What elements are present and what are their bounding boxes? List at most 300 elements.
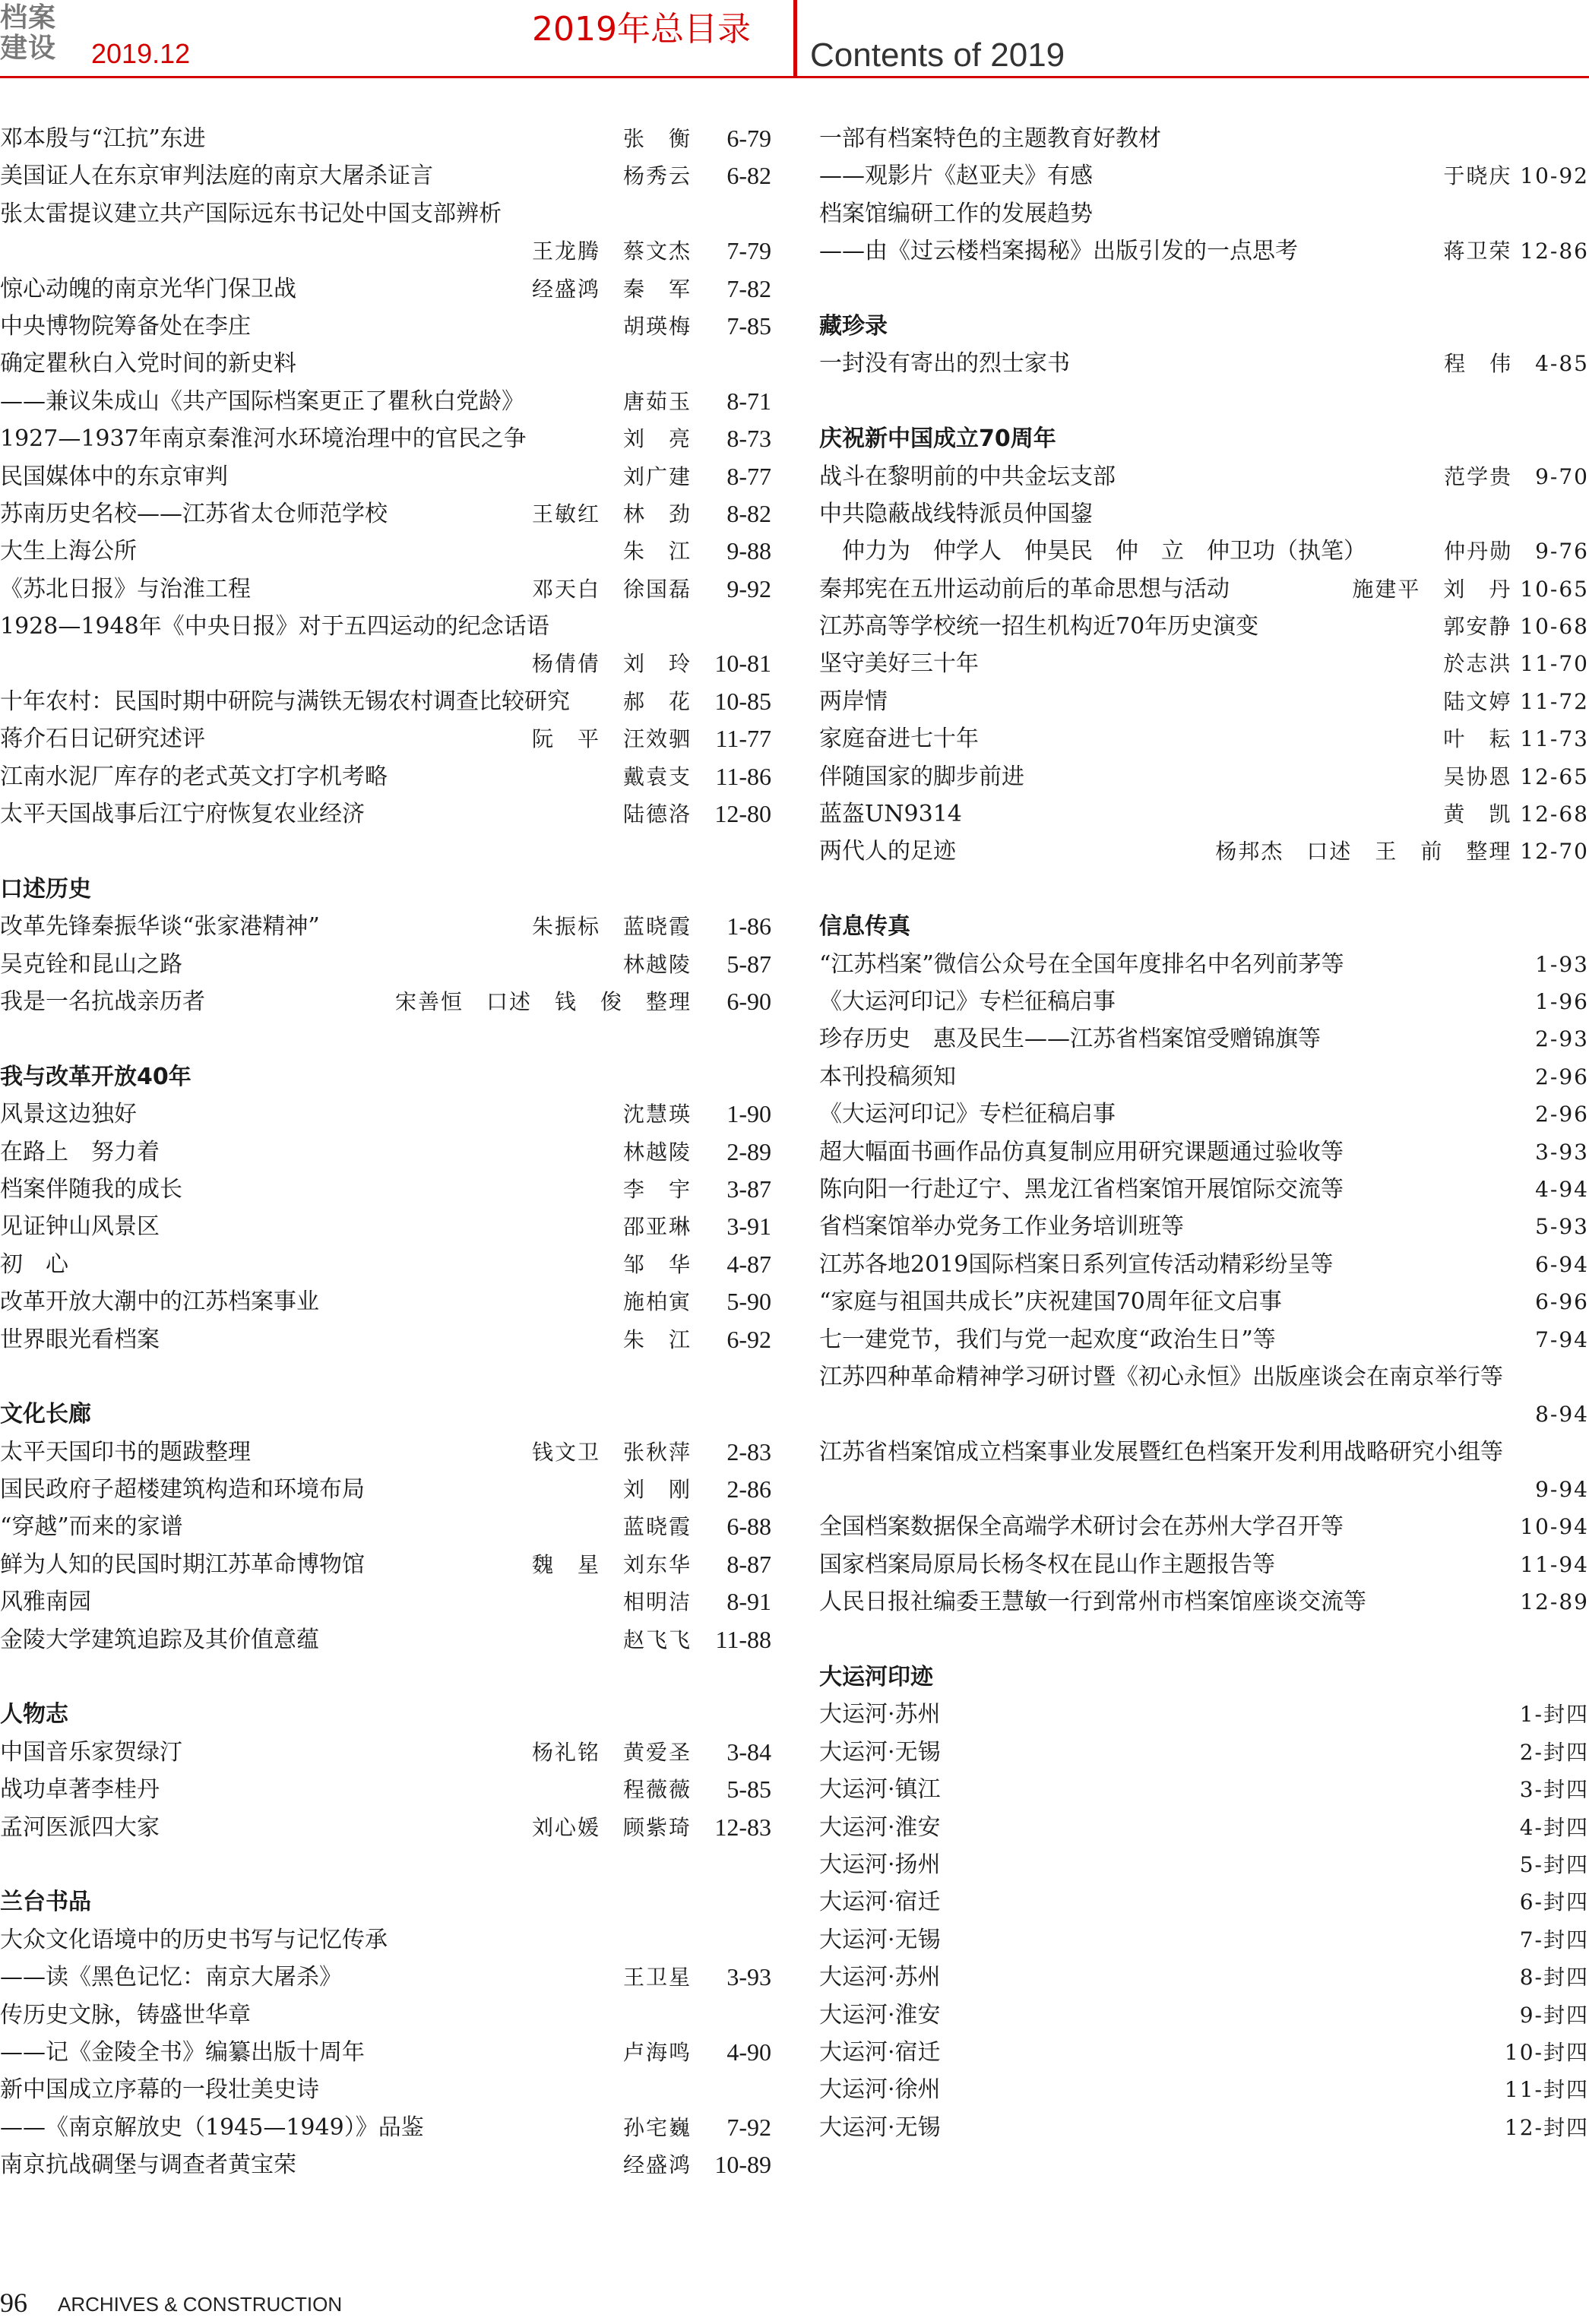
entry-page: 10-85	[714, 687, 771, 715]
toc-entry	[0, 495, 771, 533]
entry-author: 8-封四	[1519, 1965, 1589, 1990]
entry-title: 蒋介石日记研究述评	[0, 726, 205, 753]
toc-entry	[819, 1058, 1589, 1096]
section-gap	[819, 871, 1589, 908]
entry-page: 12-80	[714, 800, 771, 828]
toc-entry	[819, 1171, 1589, 1208]
toc-entry	[0, 232, 771, 270]
entry-page: 9-92	[726, 574, 771, 602]
entry-title: 改革开放大潮中的江苏档案事业	[0, 1288, 319, 1316]
entry-author: 施柏寅	[622, 1289, 692, 1315]
entry-title: 大运河·淮安	[819, 1813, 941, 1841]
toc-entry	[0, 383, 771, 420]
page-title-en: Contents of 2019	[810, 36, 1065, 74]
entry-page: 6-92	[726, 1325, 771, 1353]
toc-entry	[819, 795, 1589, 833]
entry-title: ——《南京解放史（1945—1949）》品鉴	[0, 2114, 424, 2141]
toc-entry	[0, 1583, 771, 1620]
toc-entry	[819, 1096, 1589, 1133]
entry-author: 11-94	[1520, 1551, 1589, 1577]
entry-author: 1-封四	[1519, 1702, 1589, 1728]
toc-entry	[819, 345, 1589, 382]
page-number: 96	[0, 2288, 27, 2318]
entry-author: 2-封四	[1519, 1739, 1589, 1765]
entry-title: 一部有档案特色的主题教育好教材	[819, 125, 1161, 152]
header-rule	[0, 76, 1589, 78]
toc-entry	[819, 1883, 1589, 1921]
entry-author: 8-94	[1535, 1402, 1589, 1428]
toc-entry	[819, 232, 1589, 270]
entry-page: 8-73	[726, 425, 771, 453]
section-title: 兰台书品	[0, 1889, 91, 1916]
entry-title: ——读《黑色记忆：南京大屠杀》	[0, 1964, 342, 1991]
entry-title: 初 心	[0, 1251, 68, 1278]
entry-title: 省档案馆举办党务工作业务培训班等	[819, 1213, 1184, 1241]
toc-entry	[819, 495, 1589, 533]
entry-author: 刘 亮	[622, 426, 692, 452]
contents-column-left	[0, 120, 771, 2183]
entry-author: 王敏红 林 劲	[531, 501, 692, 526]
entry-title: 大运河·苏州	[819, 1701, 941, 1728]
section-title: 信息传真	[819, 913, 910, 941]
entry-title: 大众文化语境中的历史书写与记忆传承	[0, 1926, 388, 1953]
entry-title: 坚守美好三十年	[819, 650, 979, 678]
entry-author: 6-封四	[1519, 1889, 1589, 1915]
toc-entry	[819, 120, 1589, 157]
entry-author: 陆德洛	[622, 802, 692, 827]
entry-title: 改革先锋秦振华谈“张家港精神”	[0, 913, 320, 941]
entry-title: 家庭奋进七十年	[819, 726, 979, 753]
toc-entry	[819, 2071, 1589, 2108]
entry-title: 蓝盔UN9314	[819, 801, 962, 828]
toc-entry	[819, 1846, 1589, 1883]
entry-title: 惊心动魄的南京光华门保卫战	[0, 275, 296, 302]
toc-entry	[0, 1997, 771, 2034]
entry-title: 苏南历史名校——江苏省太仓师范学校	[0, 500, 388, 527]
entry-page: 3-87	[726, 1175, 771, 1203]
entry-title: 国民政府子超楼建筑构造和环境布局	[0, 1476, 365, 1503]
toc-entry	[0, 1771, 771, 1808]
entry-title: 大运河·扬州	[819, 1851, 941, 1878]
toc-entry	[0, 758, 771, 795]
entry-title: 张太雷提议建立共产国际远东书记处中国支部辨析	[0, 200, 502, 227]
journal-logo	[0, 3, 62, 64]
entry-author: 钱文卫 张秋萍	[531, 1439, 692, 1465]
toc-entry	[0, 2071, 771, 2108]
entry-title: “家庭与祖国共成长”庆祝建国70周年征文启事	[819, 1288, 1282, 1316]
entry-title: ——兼议朱成山《共产国际档案更正了瞿秋白党龄》	[0, 387, 524, 415]
toc-entry	[0, 1096, 771, 1133]
toc-entry	[0, 1959, 771, 1996]
entry-page: 10-89	[714, 2151, 771, 2179]
section-gap	[0, 1658, 771, 1696]
entry-author: 陆文婷 11-72	[1443, 688, 1589, 714]
toc-entry	[819, 946, 1589, 983]
entry-page: 7-85	[726, 311, 771, 340]
entry-page: 1-90	[726, 1100, 771, 1128]
journal-name: ARCHIVES & CONSTRUCTION	[58, 2293, 343, 2316]
entry-title: 陈向阳一行赴辽宁、黑龙江省档案馆开展馆际交流等	[819, 1175, 1344, 1203]
section-heading	[819, 308, 1589, 345]
entry-author: 程 伟 4-85	[1444, 351, 1589, 377]
section-heading	[819, 908, 1589, 945]
toc-entry	[819, 571, 1589, 608]
toc-entry	[0, 1208, 771, 1245]
entry-page: 5-85	[726, 1775, 771, 1804]
entry-author: 2-96	[1535, 1064, 1589, 1089]
entry-author: 叶 耘 11-73	[1443, 726, 1589, 752]
entry-title: 伴随国家的脚步前进	[819, 763, 1024, 790]
toc-entry	[0, 1508, 771, 1545]
entry-page: 7-79	[726, 237, 771, 265]
toc-entry	[0, 1283, 771, 1320]
entry-author: 经盛鸿	[622, 2152, 692, 2178]
entry-author: 4-封四	[1519, 1814, 1589, 1840]
entry-page: 3-93	[726, 1963, 771, 1991]
entry-title: 江苏各地2019国际档案日系列宣传活动精彩纷呈等	[819, 1251, 1334, 1278]
toc-entry	[0, 1734, 771, 1771]
toc-entry	[0, 157, 771, 194]
entry-title: 档案伴随我的成长	[0, 1175, 182, 1203]
toc-entry	[0, 795, 771, 833]
toc-entry	[819, 1734, 1589, 1771]
section-heading	[0, 1058, 771, 1096]
issue-number: 2019.12	[91, 38, 191, 69]
entry-author: 郭安静 10-68	[1443, 614, 1589, 640]
toc-entry	[819, 2109, 1589, 2146]
toc-entry	[819, 720, 1589, 757]
toc-entry	[819, 1771, 1589, 1808]
entry-author: 赵飞飞	[622, 1627, 692, 1652]
entry-author: 相明洁	[622, 1589, 692, 1615]
entry-author: 林越陵	[622, 1139, 692, 1165]
entry-title: 两代人的足迹	[819, 838, 956, 865]
toc-entry	[819, 1434, 1589, 1471]
toc-entry	[0, 1471, 771, 1508]
section-title: 庆祝新中国成立70周年	[819, 425, 1056, 453]
entry-title: 《苏北日报》与治淮工程	[0, 575, 251, 602]
toc-entry	[0, 2109, 771, 2146]
toc-entry	[819, 1246, 1589, 1283]
entry-author: 朱 江	[622, 539, 692, 564]
entry-title: 大运河·镇江	[819, 1776, 941, 1804]
entry-title: 江苏省档案馆成立档案事业发展暨红色档案开发利用战略研究小组等	[819, 1438, 1503, 1466]
entry-page: 8-71	[726, 387, 771, 415]
section-heading	[819, 1658, 1589, 1696]
entry-page: 2-89	[726, 1137, 771, 1165]
entry-author: 宋善恒 口述 钱 俊 整理	[394, 988, 692, 1014]
toc-entry	[0, 2146, 771, 2183]
toc-entry	[0, 270, 771, 308]
toc-entry	[819, 608, 1589, 645]
entry-author: 仲丹勋 9-76	[1444, 539, 1589, 564]
section-title: 藏珍录	[819, 312, 888, 340]
entry-author: 邵亚琳	[622, 1214, 692, 1240]
toc-entry	[819, 1321, 1589, 1358]
entry-page: 10-81	[714, 650, 771, 678]
page-header	[0, 0, 1589, 84]
entry-author: 6-96	[1535, 1289, 1589, 1315]
section-gap	[819, 270, 1589, 308]
section-heading	[0, 1696, 771, 1733]
entry-title: 见证钟山风景区	[0, 1213, 160, 1241]
entry-title: 两岸情	[819, 688, 888, 715]
section-gap	[0, 1846, 771, 1883]
entry-page: 5-87	[726, 950, 771, 978]
entry-title: 中国音乐家贺绿汀	[0, 1738, 182, 1766]
toc-entry	[0, 195, 771, 232]
toc-entry	[819, 1396, 1589, 1433]
entry-author: 孙宅巍	[622, 2114, 692, 2140]
entry-author: 1-93	[1535, 951, 1589, 977]
toc-entry	[819, 1471, 1589, 1508]
entry-author: 朱振标 蓝晓霞	[531, 914, 692, 940]
entry-title: 超大幅面书画作品仿真复制应用研究课题通过验收等	[819, 1138, 1344, 1165]
entry-title: 民国媒体中的东京审判	[0, 463, 228, 490]
entry-title: 大运河·无锡	[819, 1738, 941, 1766]
toc-entry	[0, 645, 771, 682]
header-divider-vertical	[793, 0, 797, 76]
entry-title: 吴克铨和昆山之路	[0, 950, 182, 978]
toc-entry	[819, 1583, 1589, 1620]
section-gap	[819, 383, 1589, 420]
entry-author: 张 衡	[622, 126, 692, 151]
entry-author: 1-96	[1535, 988, 1589, 1014]
entry-author: 阮 平 汪效驷	[531, 726, 692, 752]
toc-entry	[0, 533, 771, 570]
entry-author: 4-94	[1535, 1176, 1589, 1202]
entry-author: 施建平 刘 丹 10-65	[1352, 576, 1589, 602]
contents-column-right	[819, 120, 1589, 2146]
entry-author: 卢海鸣	[622, 2039, 692, 2065]
entry-page: 2-83	[726, 1437, 771, 1466]
entry-title: 江南水泥厂库存的老式英文打字机考略	[0, 763, 388, 790]
entry-page: 4-87	[726, 1250, 771, 1278]
entry-page: 7-92	[726, 2113, 771, 2141]
entry-title: 大运河·徐州	[819, 2076, 941, 2104]
entry-title: ——观影片《赵亚夫》有感	[819, 163, 1093, 190]
entry-page: 2-86	[726, 1475, 771, 1503]
entry-author: 11-封四	[1504, 2077, 1589, 2103]
entry-title: 人民日报社编委王慧敏一行到常州市档案馆座谈交流等	[819, 1589, 1366, 1616]
entry-title: 1928—1948年《中央日报》对于五四运动的纪念话语	[0, 613, 549, 640]
entry-title: 太平天国印书的题跋整理	[0, 1438, 251, 1466]
entry-title: 孟河医派四大家	[0, 1813, 160, 1841]
toc-entry	[819, 833, 1589, 870]
entry-page: 8-87	[726, 1550, 771, 1578]
entry-author: 魏 星 刘东华	[531, 1551, 692, 1577]
entry-page: 6-88	[726, 1513, 771, 1541]
entry-title: 全国档案数据保全高端学术研讨会在苏州大学召开等	[819, 1513, 1344, 1541]
toc-entry	[0, 345, 771, 382]
toc-entry	[819, 645, 1589, 682]
entry-author: 7-封四	[1519, 1927, 1589, 1952]
entry-author: 吴协恩 12-65	[1443, 764, 1589, 789]
page-title-cn: 2019年总目录	[532, 10, 751, 49]
section-title: 文化长廊	[0, 1401, 91, 1428]
entry-title: 江苏四种革命精神学习研讨暨《初心永恒》出版座谈会在南京举行等	[819, 1363, 1503, 1390]
toc-entry	[819, 1020, 1589, 1058]
toc-entry	[0, 120, 771, 157]
toc-entry	[0, 946, 771, 983]
entry-page: 1-86	[726, 912, 771, 941]
entry-title: 传历史文脉，铸盛世华章	[0, 2001, 251, 2028]
toc-entry	[819, 1208, 1589, 1245]
entry-author: 胡瑛梅	[622, 313, 692, 339]
entry-title: 大运河·无锡	[819, 2114, 941, 2141]
entry-title: 金陵大学建筑追踪及其价值意蕴	[0, 1626, 319, 1653]
section-gap	[0, 1020, 771, 1058]
toc-entry	[0, 1921, 771, 1959]
entry-title: ——由《过云楼档案揭秘》出版引发的一点思考	[819, 238, 1298, 265]
toc-entry	[0, 1246, 771, 1283]
entry-page: 8-82	[726, 499, 771, 527]
entry-author: 蓝晓霞	[622, 1514, 692, 1540]
entry-page: 11-88	[715, 1625, 771, 1653]
entry-title: 七一建党节，我们与党一起欢度“政治生日”等	[819, 1326, 1276, 1353]
section-gap	[0, 833, 771, 870]
entry-author: 杨秀云	[622, 163, 692, 189]
entry-page: 12-83	[714, 1813, 771, 1841]
section-title: 口述历史	[0, 875, 91, 903]
entry-page: 9-88	[726, 537, 771, 565]
entry-author: 於志洪 11-70	[1443, 651, 1589, 677]
entry-title: 江苏高等学校统一招生机构近70年历史演变	[819, 613, 1259, 640]
toc-entry	[819, 758, 1589, 795]
toc-entry	[819, 1809, 1589, 1846]
entry-author: 王卫星	[622, 1965, 692, 1990]
toc-entry	[819, 983, 1589, 1020]
toc-entry	[819, 1997, 1589, 2034]
section-title: 大运河印迹	[819, 1664, 933, 1691]
entry-title: “穿越”而来的家谱	[0, 1513, 183, 1541]
entry-title: 大运河·淮安	[819, 2001, 941, 2028]
entry-page: 11-77	[715, 725, 771, 753]
entry-author: 戴袁支	[622, 764, 692, 789]
entry-author: 7-94	[1535, 1326, 1589, 1352]
entry-title: 太平天国战事后江宁府恢复农业经济	[0, 801, 365, 828]
entry-title: 国家档案局原局长杨冬权在昆山作主题报告等	[819, 1551, 1275, 1578]
entry-title: 秦邦宪在五卅运动前后的革命思想与活动	[819, 575, 1230, 602]
toc-entry	[0, 608, 771, 645]
entry-title: 大运河·苏州	[819, 1964, 941, 1991]
entry-page: 4-90	[726, 2038, 771, 2066]
page-footer	[0, 2287, 456, 2321]
entry-author: 9-94	[1535, 1477, 1589, 1503]
entry-page: 7-82	[726, 274, 771, 302]
toc-entry	[0, 1809, 771, 1846]
logo-line-2: 建设	[0, 33, 57, 64]
entry-author: 刘心媛 顾紫琦	[531, 1814, 692, 1840]
entry-author: 范学贵 9-70	[1444, 463, 1589, 489]
entry-title: 在路上 努力着	[0, 1138, 160, 1165]
entry-author: 程薇薇	[622, 1777, 692, 1803]
entry-page: 3-91	[726, 1213, 771, 1241]
entry-author: 王龙腾 蔡文杰	[531, 239, 692, 264]
entry-title: 美国证人在东京审判法庭的南京大屠杀证言	[0, 163, 433, 190]
entry-title: 大运河·无锡	[819, 1926, 941, 1953]
toc-entry	[819, 1921, 1589, 1959]
entry-author: 3-93	[1535, 1139, 1589, 1165]
toc-entry	[0, 1546, 771, 1583]
entry-page: 3-84	[726, 1737, 771, 1766]
entry-page: 8-91	[726, 1588, 771, 1616]
entry-title: 风景这边独好	[0, 1101, 137, 1128]
toc-entry	[819, 1134, 1589, 1171]
entry-title: 中央博物院筹备处在李庄	[0, 312, 251, 340]
toc-entry	[819, 1959, 1589, 1996]
entry-title: 大运河·宿迁	[819, 1889, 941, 1916]
entry-author: 2-96	[1535, 1102, 1589, 1127]
entry-title: 《大运河印记》专栏征稿启事	[819, 1101, 1116, 1128]
entry-title: “江苏档案”微信公众号在全国年度排名中名列前茅等	[819, 950, 1344, 978]
entry-title: 珍存历史 惠及民生——江苏省档案馆受赠锦旗等	[819, 1026, 1321, 1053]
entry-page: 6-90	[726, 987, 771, 1015]
entry-title: 大运河·宿迁	[819, 2038, 941, 2066]
entry-author: 杨礼铭 黄爱圣	[531, 1739, 692, 1765]
section-title: 人物志	[0, 1701, 68, 1728]
entry-title: 《大运河印记》专栏征稿启事	[819, 988, 1116, 1015]
entry-page: 6-82	[726, 162, 771, 190]
entry-title: 新中国成立序幕的一段壮美史诗	[0, 2076, 319, 2104]
entry-author: 杨倩倩 刘 玲	[531, 651, 692, 677]
entry-author: 6-94	[1535, 1251, 1589, 1277]
toc-entry	[819, 195, 1589, 232]
entry-title: 鲜为人知的民国时期江苏革命博物馆	[0, 1551, 365, 1578]
entry-author: 刘广建	[622, 463, 692, 489]
toc-entry	[0, 1171, 771, 1208]
toc-entry	[0, 571, 771, 608]
entry-author: 黄 凯 12-68	[1443, 802, 1589, 827]
entry-title: 档案馆编研工作的发展趋势	[819, 200, 1093, 227]
entry-title: 南京抗战碉堡与调查者黄宝荣	[0, 2152, 296, 2179]
entry-title: 邓本殷与“江抗”东进	[0, 125, 206, 152]
entry-author: 刘 刚	[622, 1477, 692, 1503]
entry-author: 杨邦杰 口述 王 前 整理 12-70	[1215, 839, 1589, 865]
entry-author: 10-94	[1520, 1514, 1589, 1540]
section-title: 我与改革开放40年	[0, 1063, 192, 1090]
toc-entry	[819, 1283, 1589, 1320]
entry-author: 3-封四	[1519, 1777, 1589, 1803]
toc-entry	[819, 1508, 1589, 1545]
toc-entry	[819, 2034, 1589, 2071]
entry-author: 10-封四	[1504, 2039, 1589, 2065]
entry-author: 于晓庆 10-92	[1443, 163, 1589, 189]
section-heading	[0, 871, 771, 908]
toc-entry	[0, 458, 771, 495]
entry-author: 邹 华	[622, 1251, 692, 1277]
section-gap	[0, 1358, 771, 1396]
entry-author: 李 宇	[622, 1176, 692, 1202]
entry-author: 唐茹玉	[622, 388, 692, 414]
entry-page: 8-77	[726, 462, 771, 490]
entry-title: 仲力为 仲学人 仲昊民 仲 立 仲卫功（执笔）	[819, 538, 1366, 565]
entry-title: 本刊投稿须知	[819, 1063, 956, 1090]
entry-author: 朱 江	[622, 1326, 692, 1352]
toc-entry	[819, 683, 1589, 720]
entry-page: 6-79	[726, 125, 771, 152]
toc-entry	[0, 720, 771, 757]
toc-entry	[0, 420, 771, 457]
toc-entry	[819, 1358, 1589, 1396]
entry-author: 郝 花	[622, 688, 692, 714]
toc-entry	[819, 1546, 1589, 1583]
toc-entry	[0, 983, 771, 1020]
toc-entry	[0, 2034, 771, 2071]
section-heading	[0, 1883, 771, 1921]
entry-author: 2-93	[1535, 1026, 1589, 1052]
toc-entry	[0, 1434, 771, 1471]
